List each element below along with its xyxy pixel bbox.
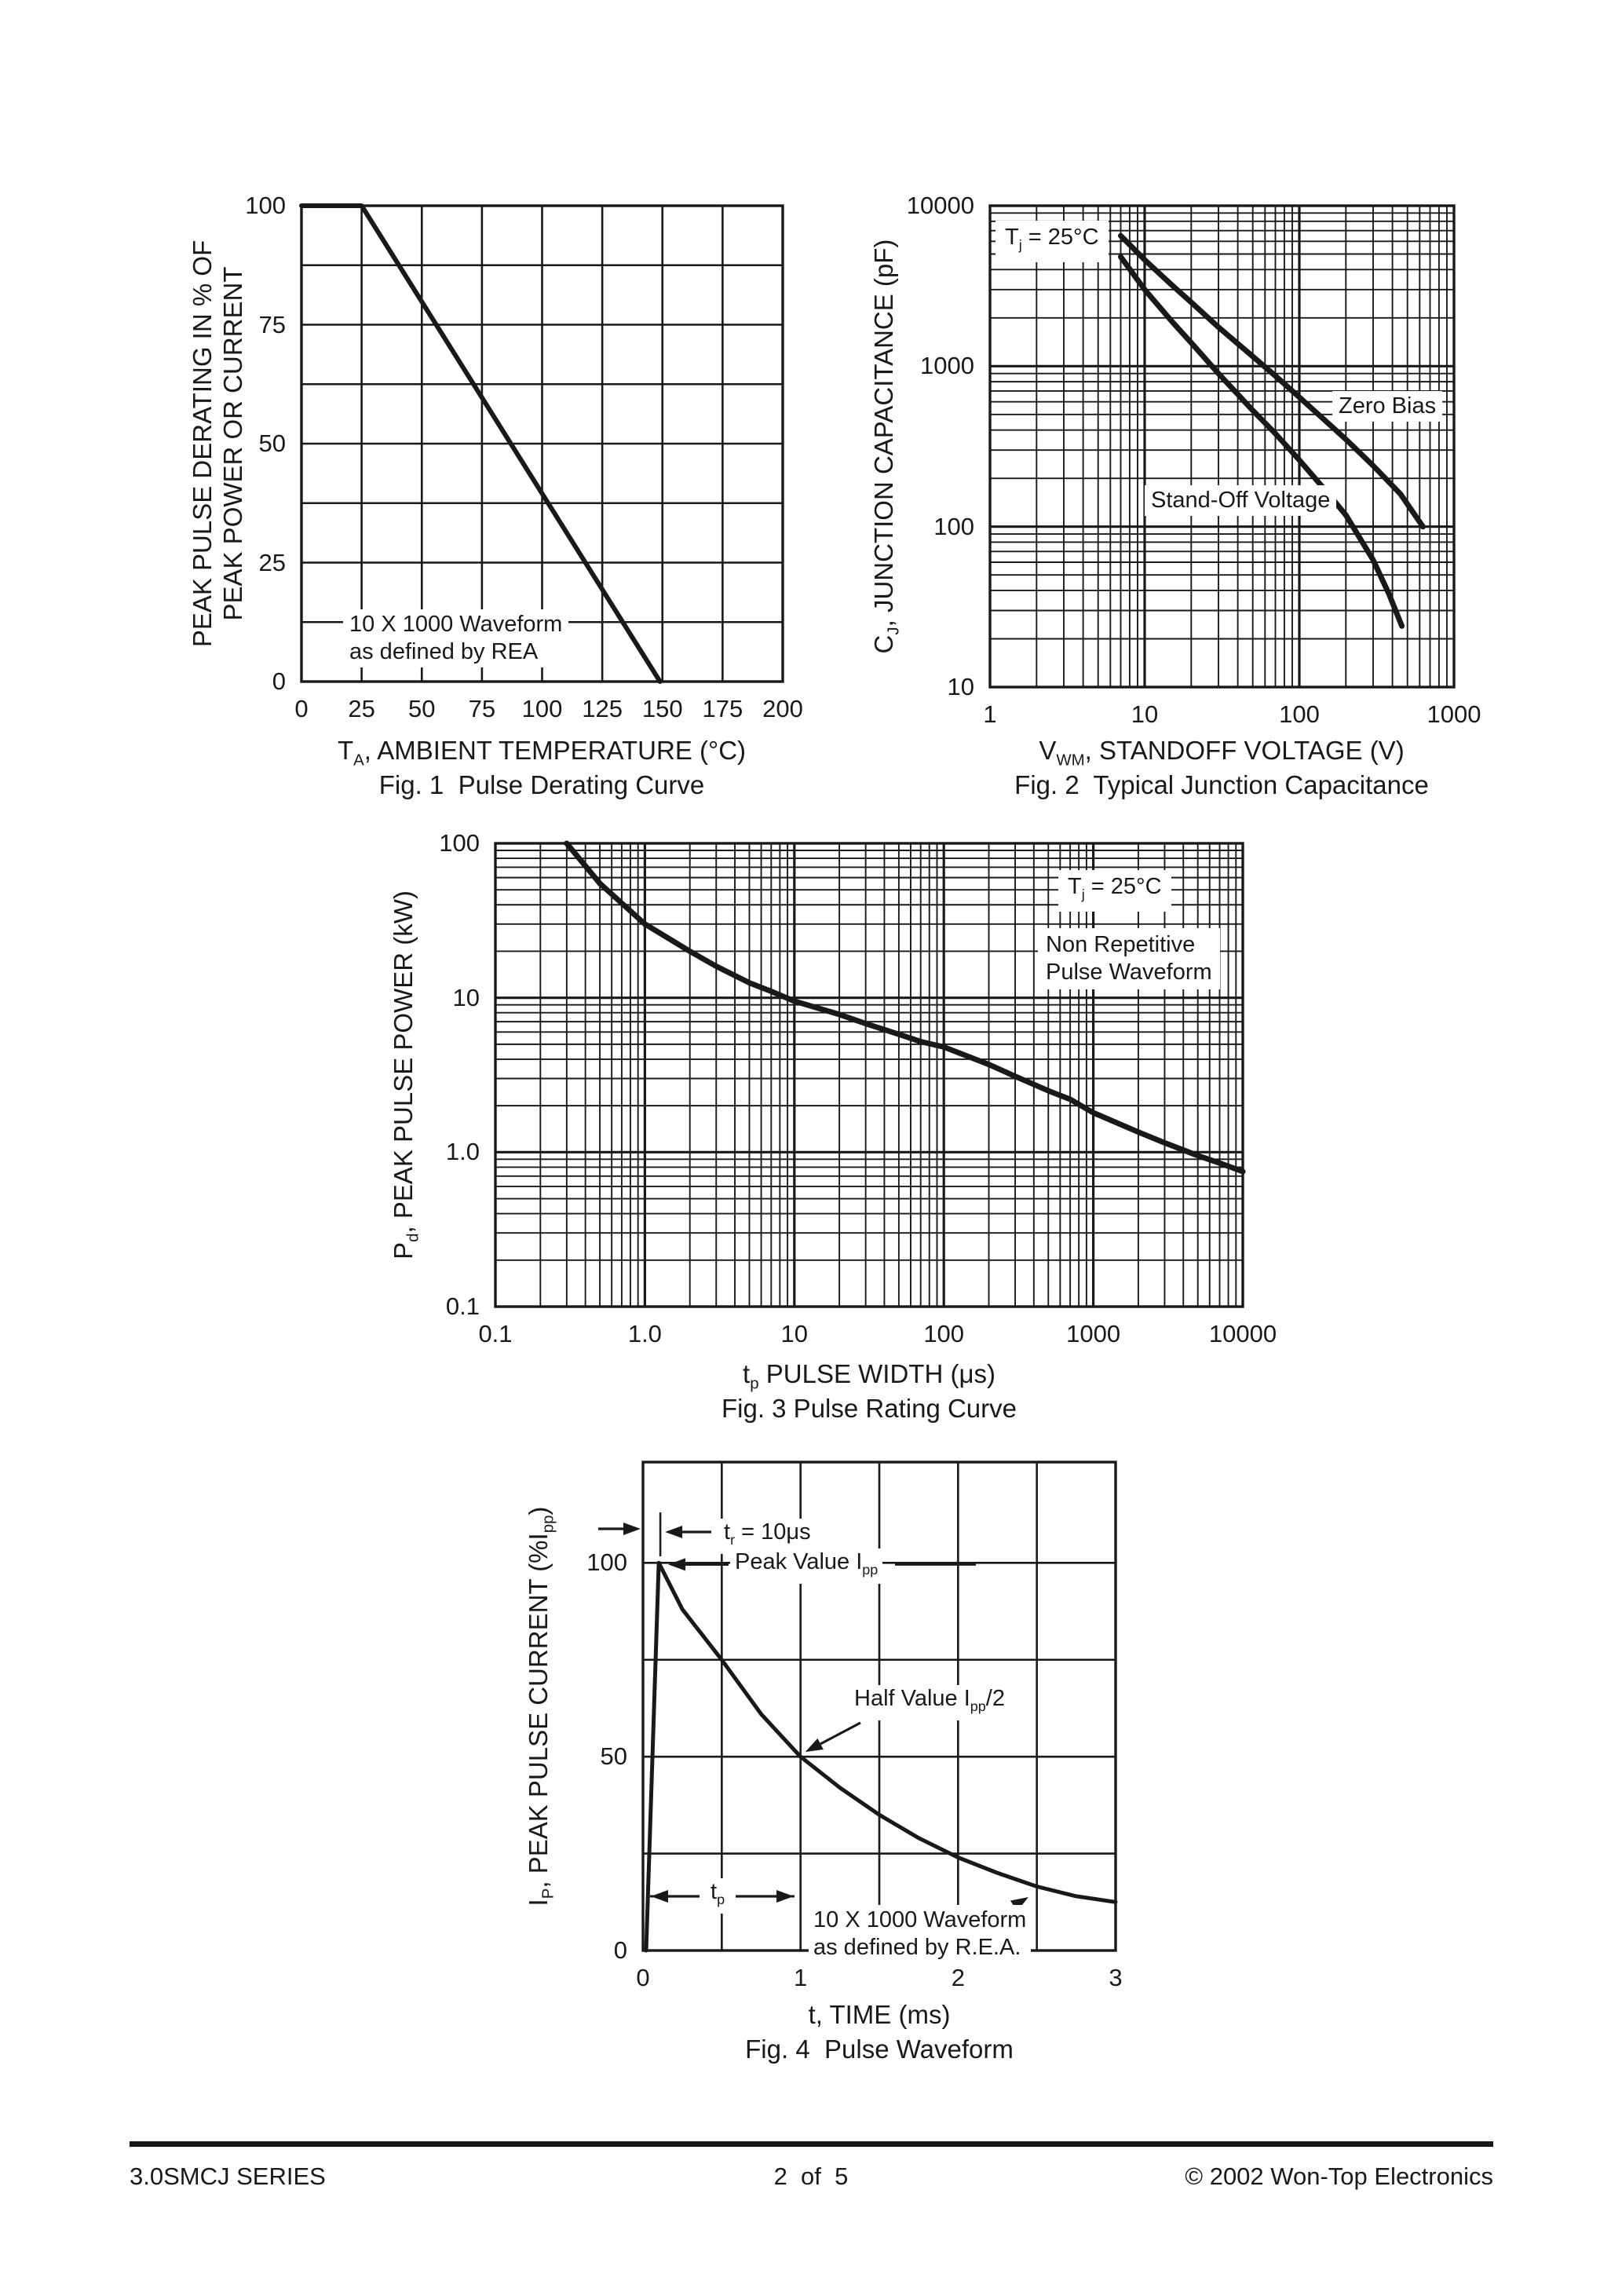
fig4-annotation-half-value: Half Value $I_{pp}/2$ — [849, 1685, 1010, 1720]
fig2-y-tick-100: 100 — [933, 512, 974, 540]
fig4-y-tick-100: 100 — [586, 1548, 627, 1577]
footer-rule — [130, 2141, 1493, 2147]
fig2-y-axis-label: $C_J$, JUNCTION CAPACITANCE (pF) — [869, 239, 903, 654]
fig1-y-tick-100: 100 — [245, 192, 286, 219]
fig2-x-axis-label: $V_{WM}$, STANDOFF VOLTAGE (V) — [1039, 736, 1405, 770]
fig3-y-tick-0.1: 0.1 — [445, 1292, 480, 1320]
fig2-x-tick-10: 10 — [1131, 700, 1159, 728]
fig3-x-axis-label: $t_p$ PULSE WIDTH (μs) — [743, 1359, 995, 1393]
fig1-y-tick-50: 50 — [258, 430, 286, 457]
fig2-y-tick-10: 10 — [947, 673, 974, 700]
fig2-annotation-standoff: Stand-Off Voltage — [1145, 485, 1336, 516]
fig2-x-tick-1: 1 — [983, 700, 997, 728]
footer-page-number: 2 of 5 — [773, 2163, 849, 2190]
fig1-x-tick-125: 125 — [582, 695, 623, 722]
fig1-x-axis-label: $T_A$, AMBIENT TEMPERATURE (°C) — [337, 736, 747, 770]
fig2-grid — [990, 206, 1454, 687]
fig4-y-tick-50: 50 — [600, 1742, 627, 1771]
fig1-x-tick-25: 25 — [348, 695, 375, 722]
fig2-y-tick-1000: 1000 — [920, 352, 974, 380]
fig1-annotation-note: 10 X 1000 Waveform as defined by REA — [343, 609, 568, 667]
fig3-x-tick-0.1: 0.1 — [478, 1320, 513, 1347]
fig3-x-tick-1000: 1000 — [1066, 1320, 1121, 1347]
fig4-annotation-rise-time: $t_r = 10\mu s$ — [719, 1519, 816, 1554]
fig3-annotation-temperature: $T_j = 25^\circ C$ — [1058, 870, 1171, 912]
fig4-annotation-waveform-note: 10 X 1000 Waveform as defined by R.E.A. — [809, 1905, 1031, 1963]
fig4-y-axis-label: $I_P$, PEAK PULSE CURRENT $(\%I_{pp})$ — [524, 1506, 557, 1907]
fig2-x-tick-1000: 1000 — [1427, 700, 1481, 728]
fig1-x-tick-75: 75 — [468, 695, 496, 722]
fig3-y-axis-label: $P_d$, PEAK PULSE POWER (kW) — [389, 890, 422, 1260]
fig3-grid — [495, 843, 1243, 1307]
fig4-x-tick-3: 3 — [1109, 1964, 1123, 1991]
footer-series-name: 3.0SMCJ SERIES — [130, 2163, 326, 2190]
fig1-x-tick-0: 0 — [294, 695, 309, 722]
fig3-annotation-nonrepetitive: Non Repetitive Pulse Waveform — [1038, 928, 1220, 989]
fig3-x-tick-10000: 10000 — [1208, 1320, 1277, 1347]
fig3-plot-border — [495, 843, 1243, 1307]
fig3-title: Fig. 3 Pulse Rating Curve — [721, 1394, 1017, 1423]
fig2-plot-border — [990, 206, 1454, 687]
fig2-curve-stand-off-voltage — [1121, 257, 1402, 626]
fig4-annotation-peak-value: Peak Value $I_{pp}$ — [730, 1548, 882, 1584]
fig3-x-tick-10: 10 — [780, 1320, 809, 1347]
fig3-y-tick-10: 10 — [452, 983, 480, 1011]
fig1-x-tick-175: 175 — [702, 695, 743, 722]
fig1-x-tick-50: 50 — [408, 695, 436, 722]
fig4-x-axis-label: t, TIME (ms) — [808, 2000, 951, 2029]
footer-copyright: © 2002 Won-Top Electronics — [1185, 2163, 1493, 2190]
fig3-y-tick-100: 100 — [439, 829, 480, 857]
fig1-title: Fig. 1 Pulse Derating Curve — [378, 770, 705, 799]
fig3-x-tick-100: 100 — [923, 1320, 965, 1347]
fig1-x-tick-100: 100 — [521, 695, 563, 722]
fig3-x-tick-1.0: 1.0 — [627, 1320, 662, 1347]
fig3-y-tick-1.0: 1.0 — [445, 1138, 480, 1166]
fig4-y-tick-0: 0 — [613, 1936, 627, 1964]
fig2-x-tick-100: 100 — [1279, 700, 1320, 728]
fig1-y-tick-75: 75 — [258, 310, 286, 338]
fig2-title: Fig. 2 Typical Junction Capacitance — [1014, 770, 1429, 799]
fig1-x-tick-200: 200 — [762, 695, 803, 722]
fig4-x-tick-0: 0 — [636, 1964, 650, 1991]
fig1-x-tick-150: 150 — [641, 695, 683, 722]
fig2-annotation-zero-bias: Zero Bias — [1332, 391, 1442, 422]
fig4-x-tick-2: 2 — [951, 1964, 965, 1991]
fig1-y-tick-0: 0 — [272, 667, 286, 695]
fig1-y-axis-label: PEAK PULSE DERATING IN % OF PEAK POWER OR CURRENT — [188, 239, 247, 648]
fig4-x-tick-1: 1 — [794, 1964, 808, 1991]
fig4-annotation-pulse-width: $t_p$ — [700, 1878, 736, 1914]
fig4-title: Fig. 4 Pulse Waveform — [745, 2035, 1014, 2064]
fig1-y-tick-25: 25 — [258, 548, 286, 576]
fig2-y-tick-10000: 10000 — [906, 192, 974, 219]
fig2-annotation-temperature: $T_j = 25^\circ C$ — [995, 221, 1109, 262]
